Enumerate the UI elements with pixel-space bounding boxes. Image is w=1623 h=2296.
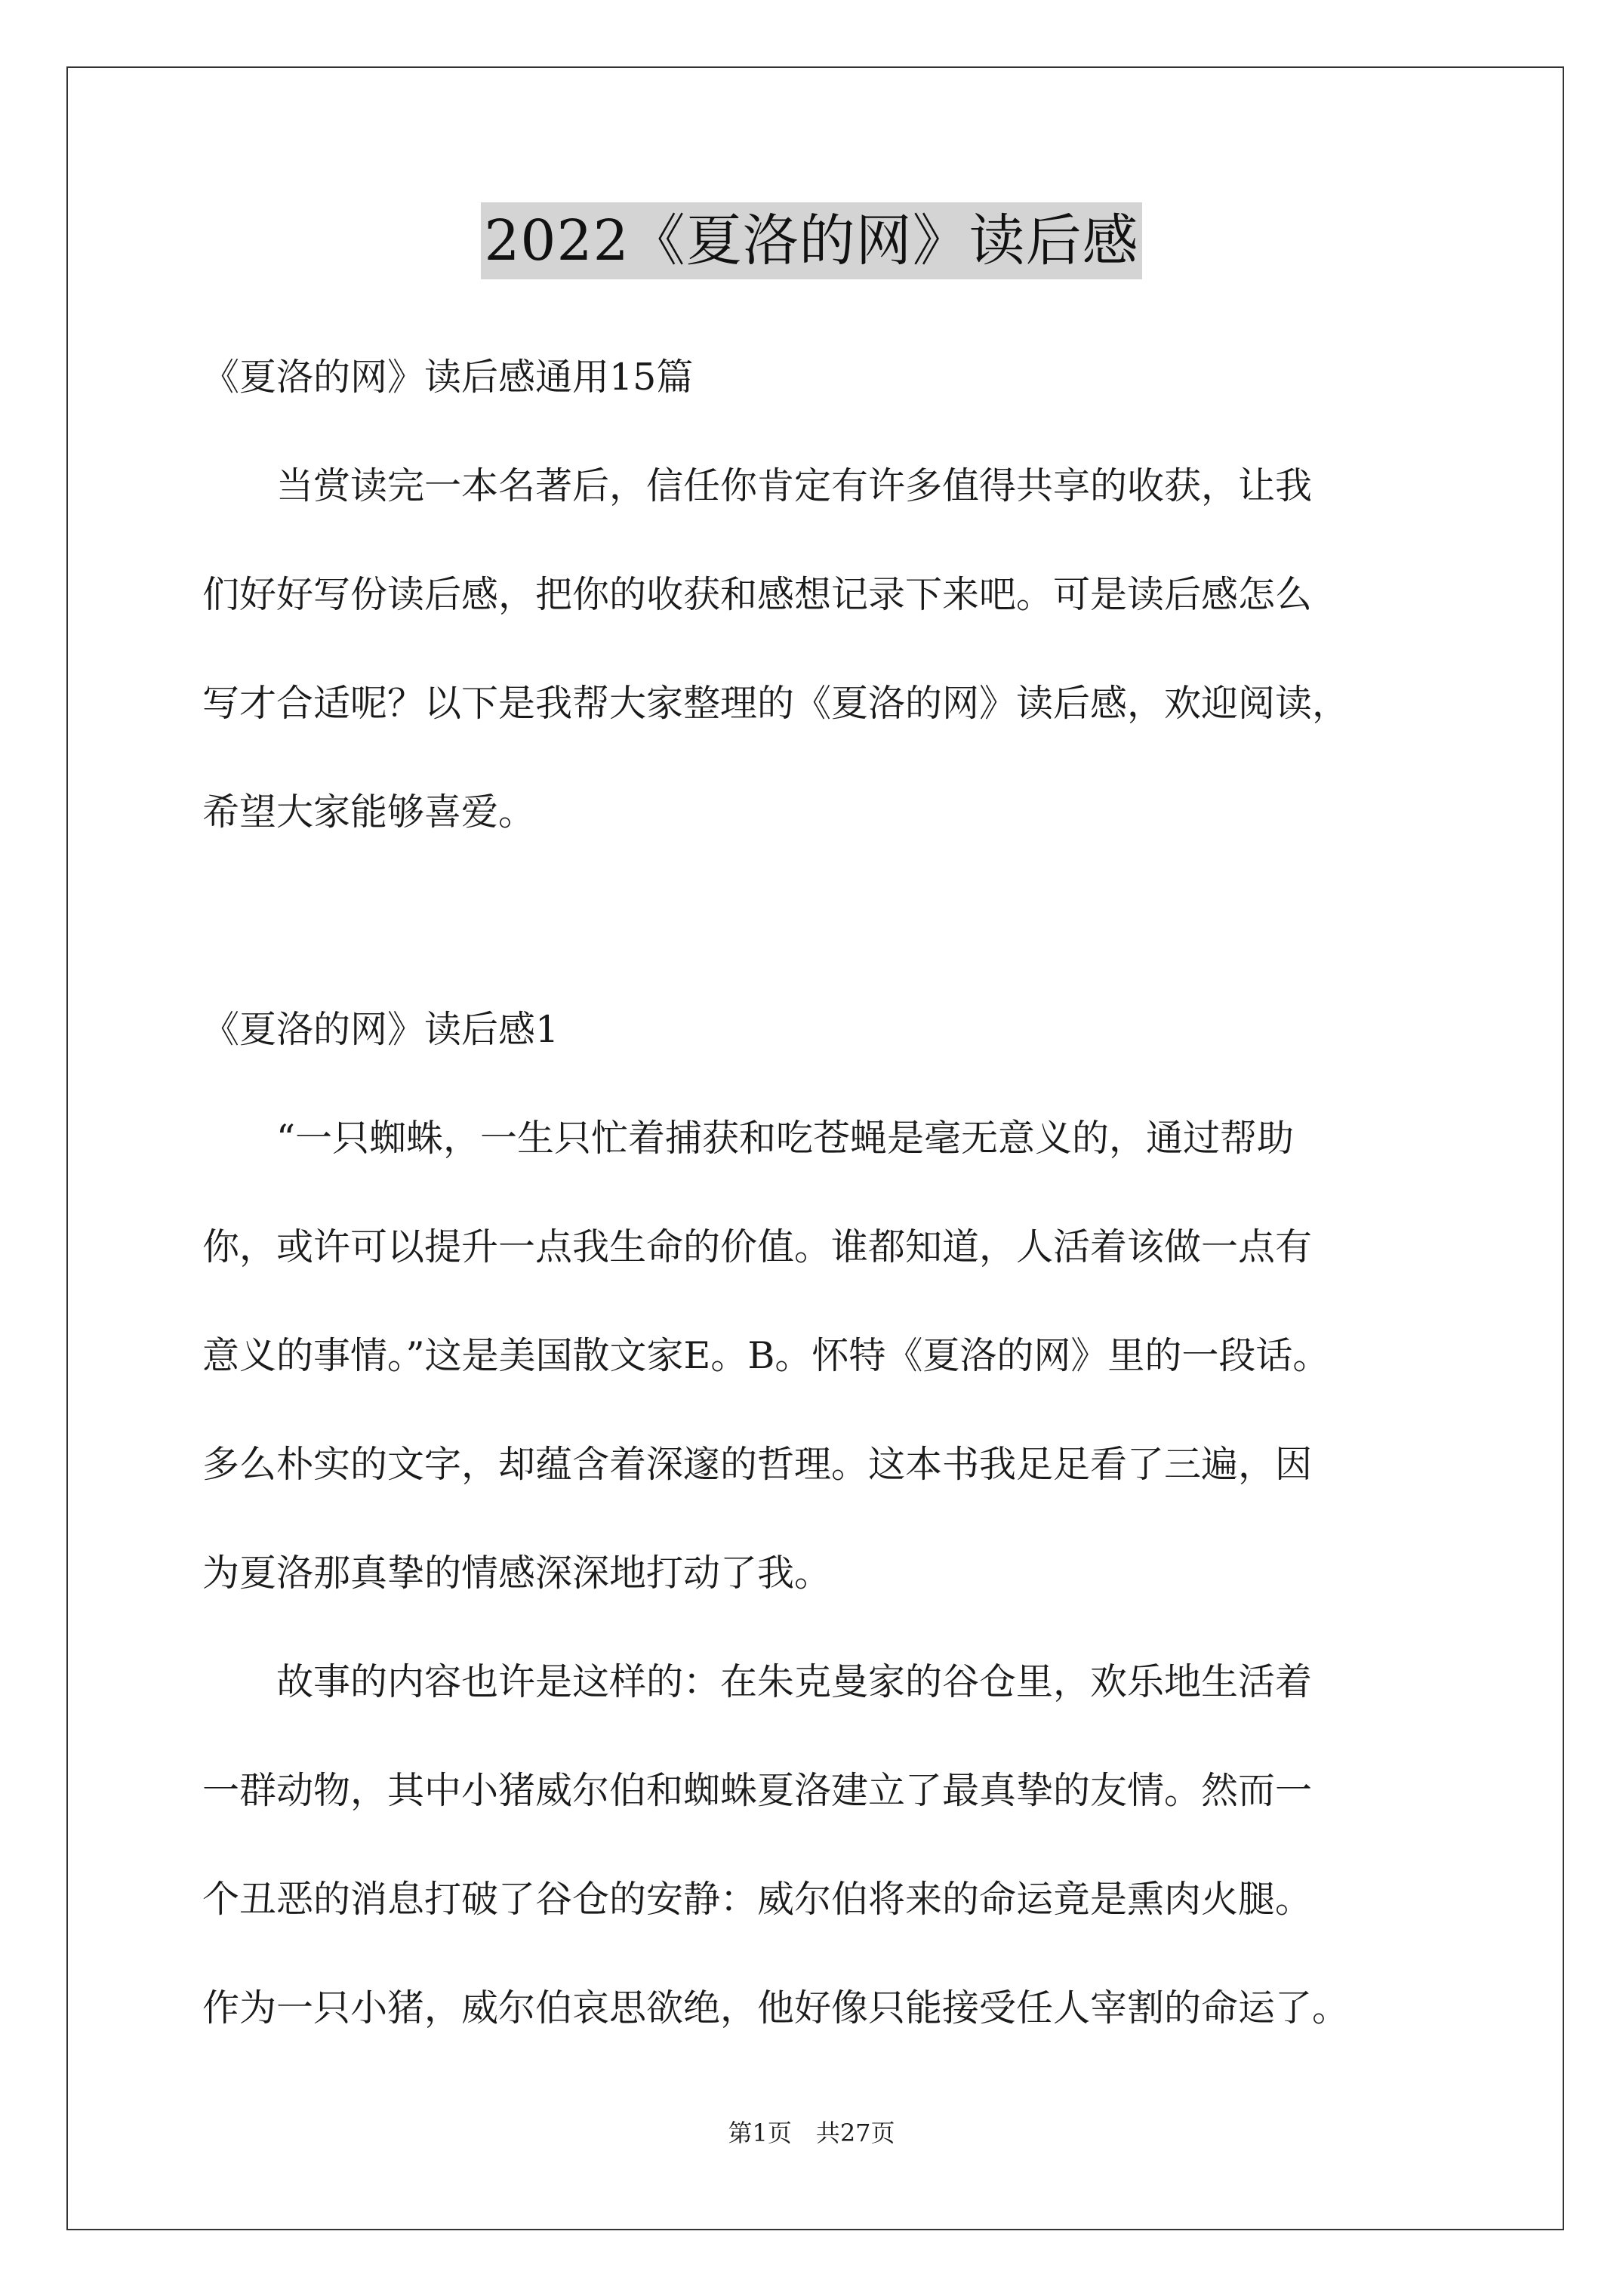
paragraph-line: 为夏洛那真挚的情感深深地打动了我。 — [202, 1552, 832, 1595]
paragraph-line: “一只蜘蛛，一生只忙着捕获和吃苍蝇是毫无意义的，通过帮助 — [202, 1117, 1295, 1160]
intro-line: 希望大家能够喜爱。 — [202, 791, 536, 834]
intro-line: 们好好写份读后感，把你的收获和感想记录下来吧。可是读后感怎么 — [202, 573, 1313, 616]
paragraph-line: 一群动物，其中小猪威尔伯和蜘蛛夏洛建立了最真挚的友情。然而一 — [202, 1769, 1313, 1812]
paragraph-line: 作为一只小猪，威尔伯哀思欲绝，他好像只能接受任人宰割的命运了。 — [202, 1986, 1350, 2029]
page-number-footer: 第1页 共27页 — [728, 2119, 895, 2147]
section-heading: 《夏洛的网》读后感1 — [202, 1008, 559, 1051]
paragraph-line: 你，或许可以提升一点我生命的价值。谁都知道，人活着该做一点有 — [202, 1225, 1313, 1268]
intro-line: 写才合适呢？以下是我帮大家整理的《夏洛的网》读后感，欢迎阅读， — [202, 682, 1350, 725]
intro-line: 当赏读完一本名著后，信任你肯定有许多值得共享的收获，让我 — [202, 464, 1313, 507]
paragraph-line: 多么朴实的文字，却蕴含着深邃的哲理。这本书我足足看了三遍，因 — [202, 1443, 1313, 1486]
title-container — [0, 202, 1623, 279]
paragraph-line: 故事的内容也许是这样的：在朱克曼家的谷仓里，欢乐地生活着 — [202, 1660, 1313, 1703]
paragraph-line: 意义的事情。”这是美国散文家E。B。怀特《夏洛的网》里的一段话。 — [202, 1334, 1330, 1377]
paragraph-line: 个丑恶的消息打破了谷仓的安静：威尔伯将来的命运竟是熏肉火腿。 — [202, 1878, 1313, 1921]
subtitle: 《夏洛的网》读后感通用15篇 — [202, 356, 694, 399]
document-title: 2022《夏洛的网》读后感 — [481, 202, 1141, 279]
